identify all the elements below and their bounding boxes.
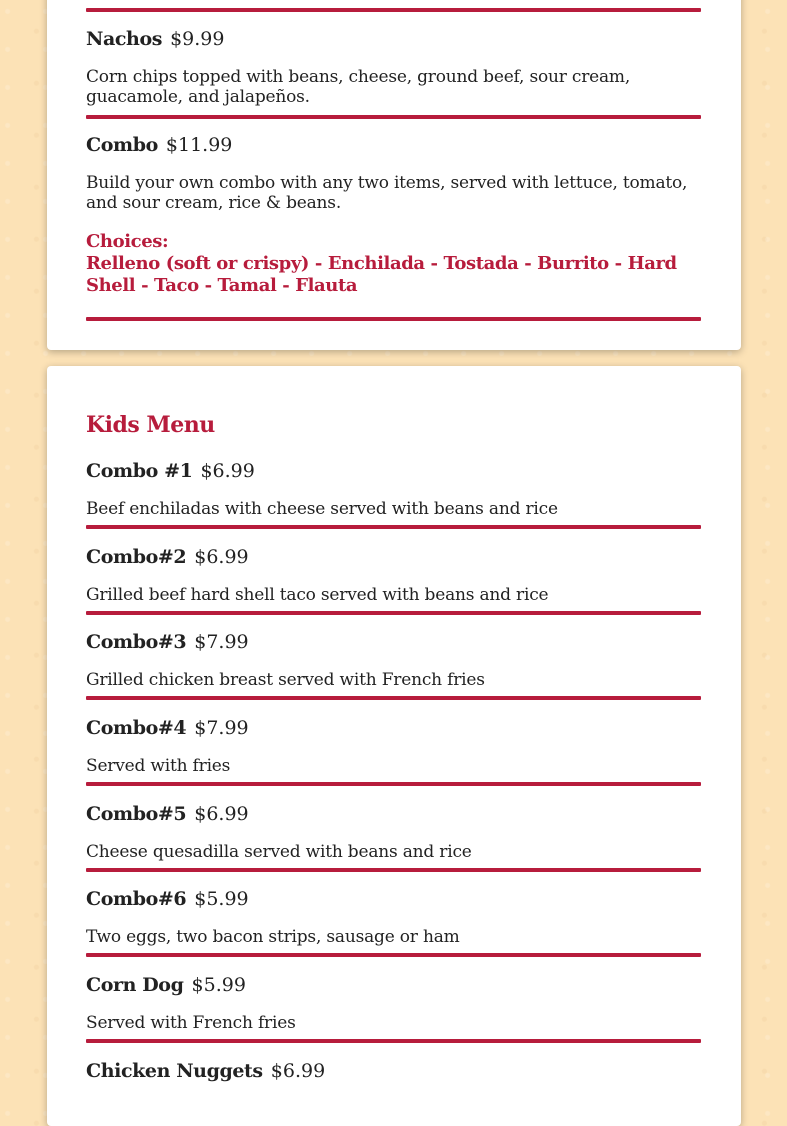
- section-title: Kids Menu: [86, 412, 215, 438]
- menu-item-header: [86, 459, 701, 483]
- menu-item-description: Build your own combo with any two items, served with lettuce, tomato, and sour cream, rice & beans.: [86, 173, 688, 213]
- menu-item-price: $5.99: [191, 974, 246, 996]
- menu-item-price: $5.99: [194, 888, 249, 910]
- divider: [86, 611, 701, 615]
- divider: [86, 525, 701, 529]
- menu-item-name: Chicken Nuggets: [86, 1060, 263, 1082]
- divider: [86, 953, 701, 957]
- menu-item-name: Combo#5: [86, 803, 187, 825]
- menu-item-header: [86, 1059, 701, 1083]
- menu-item-header: [86, 973, 701, 997]
- divider: [86, 1039, 701, 1043]
- menu-item-description: Beef enchiladas with cheese served with beans and rice: [86, 499, 558, 519]
- menu-item-price: $6.99: [270, 1060, 326, 1082]
- menu-item-name: Combo #1: [86, 460, 193, 482]
- menu-card: [47, 0, 741, 350]
- divider: [86, 696, 701, 700]
- menu-item-header: [86, 887, 701, 911]
- menu-item-description: Served with fries: [86, 756, 231, 776]
- divider: [86, 868, 701, 872]
- divider: [86, 115, 701, 119]
- menu-item-price: $7.99: [194, 631, 249, 653]
- menu-item-name: Combo#4: [86, 717, 187, 739]
- menu-item-price: $6.99: [194, 803, 249, 825]
- choices-list: Relleno (soft or crispy) - Enchilada - Tostada - Burrito - Hard Shell - Taco - Tamal - Flauta: [86, 253, 677, 296]
- menu-item-description: Corn chips topped with beans, cheese, ground beef, sour cream, guacamole, and jalapeños.: [86, 67, 631, 107]
- menu-item-name: Combo#6: [86, 888, 187, 910]
- menu-item-description: Grilled beef hard shell taco served with beans and rice: [86, 585, 549, 605]
- menu-item-description: Grilled chicken breast served with French fries: [86, 670, 485, 690]
- kids-menu-card: [47, 366, 741, 1126]
- menu-item-price: $6.99: [200, 460, 255, 482]
- divider: [86, 782, 701, 786]
- menu-item-name: Combo#2: [86, 546, 187, 568]
- choices-label: Choices:: [86, 231, 169, 252]
- menu-item-name: Nachos: [86, 28, 163, 50]
- divider: [86, 8, 701, 12]
- menu-item-header: [86, 133, 701, 157]
- menu-item-header: [86, 716, 701, 740]
- menu-item-name: Combo: [86, 134, 158, 156]
- menu-item-name: Corn Dog: [86, 974, 184, 996]
- menu-item-description: Served with French fries: [86, 1013, 296, 1033]
- menu-item-price: $6.99: [194, 546, 249, 568]
- menu-item-description: Two eggs, two bacon strips, sausage or ham: [86, 927, 460, 947]
- divider: [86, 317, 701, 321]
- menu-item-price: $7.99: [194, 717, 249, 739]
- menu-item-header: [86, 630, 701, 654]
- menu-item-header: [86, 27, 701, 51]
- menu-item-header: [86, 545, 701, 569]
- menu-item-name: Combo#3: [86, 631, 187, 653]
- menu-item-price: $9.99: [170, 28, 225, 50]
- menu-item-price: $11.99: [165, 134, 233, 156]
- menu-item-description: Cheese quesadilla served with beans and rice: [86, 842, 472, 862]
- menu-item-header: [86, 802, 701, 826]
